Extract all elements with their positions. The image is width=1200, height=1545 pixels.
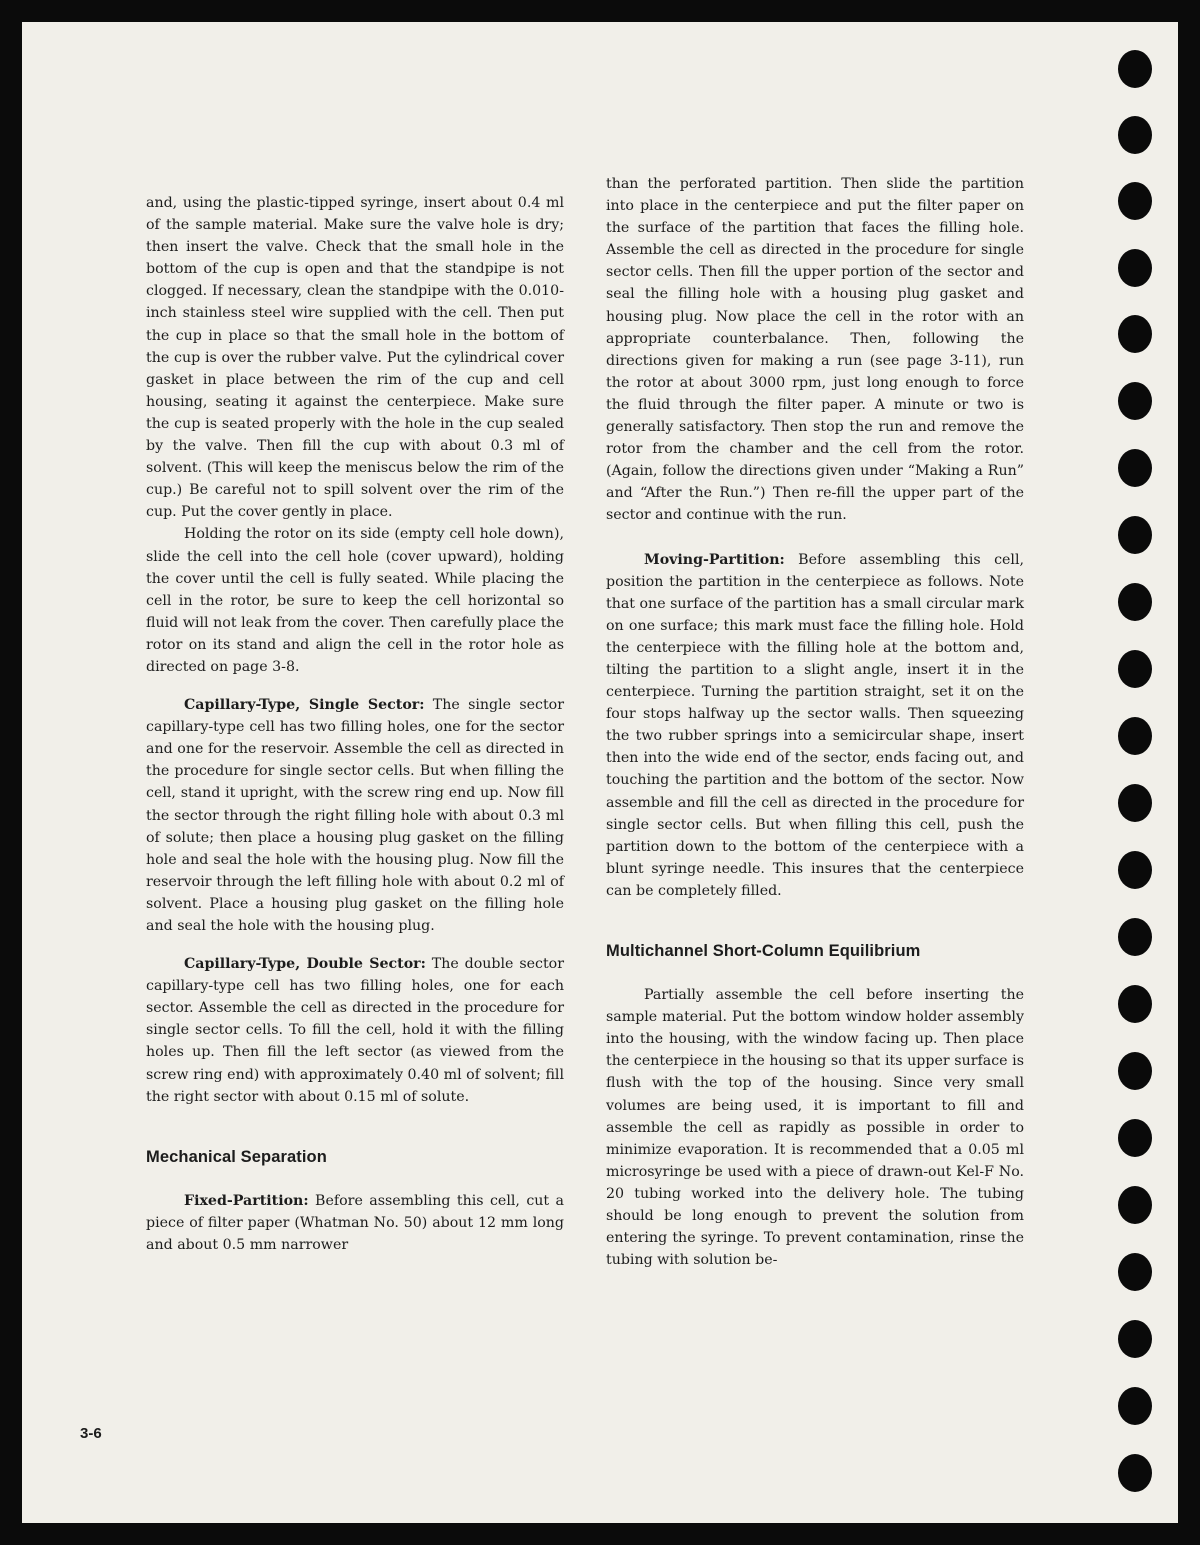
run-in-heading: Capillary-Type, Double Sector: xyxy=(184,956,426,973)
binder-hole xyxy=(1118,315,1152,353)
binder-hole xyxy=(1118,717,1152,755)
binder-hole xyxy=(1118,918,1152,956)
binder-hole xyxy=(1118,516,1152,554)
binder-hole xyxy=(1118,116,1152,154)
run-in-heading: Fixed-Partition: xyxy=(184,1192,309,1209)
left-column xyxy=(146,192,564,1256)
document-page xyxy=(22,22,1178,1523)
paragraph: Holding the rotor on its side (empty cell hole down), slide the cell into the cell hole (cover upward), holding the cover until the cell is fully seated. While placing the cell in the rotor, be sure to keep the cell horizontal so fluid will not leak from the cover. Then carefully place the rotor on its stand and align the cell in the rotor hole as directed on page 3-8. xyxy=(146,526,564,675)
binder-hole xyxy=(1118,985,1152,1023)
binder-hole xyxy=(1118,851,1152,889)
binder-hole xyxy=(1118,583,1152,621)
binder-hole xyxy=(1118,249,1152,287)
binder-hole xyxy=(1118,784,1152,822)
page-number: 3-6 xyxy=(80,1425,102,1442)
binder-hole xyxy=(1118,1052,1152,1090)
binder-hole xyxy=(1118,382,1152,420)
binder-hole xyxy=(1118,182,1152,220)
paragraph xyxy=(606,549,1024,903)
binder-hole xyxy=(1118,650,1152,688)
paragraph xyxy=(146,1190,564,1256)
section-heading: Mechanical Separation xyxy=(146,1147,327,1166)
paragraph-text: Before assembling this cell, position the partition in the centerpiece as follows. Note that one surface of the partition has a small circular mark on one surface; this mark must face the filling hole. Hold the centerpiece with the filling hole at the bottom and, tilting the partition to a slight angle, insert it in the centerpiece. Turning the partition straight, set it on the four stops halfway up the sector walls. Then squeezing the two rubber springs into a semicircular shape, insert then into the wide end of the sector, ends facing out, and touching the partition and the bottom of the sector. Now assemble and fill the cell as directed in the procedure for single sector cells. But when filling this cell, push the partition down to the bottom of the centerpiece with a blunt syringe needle. This insures that the centerpiece can be completely filled. xyxy=(606,551,1024,899)
right-column xyxy=(606,173,1024,1271)
binder-hole xyxy=(1118,1119,1152,1157)
paragraph-text: Before assembling this cell, cut a piece of filter paper (Whatman No. 50) about 12 mm long and about 0.5 mm narrower xyxy=(146,1192,564,1254)
run-in-heading: Capillary-Type, Single Sector: xyxy=(184,697,425,714)
paragraph-text: The single sector capillary-type cell has two filling holes, one for the sector and one for the reservoir. Assemble the cell as directed in the procedure for single sector cells. But when filling the cell, stand it upright, with the screw ring end up. Now fill the sector through the right filling hole with about 0.3 ml of solute; then place a housing plug gasket on the filling hole and seal the hole with the housing plug. Now fill the reservoir through the left filling hole with about 0.2 ml of solvent. Place a housing plug gasket on the filling hole and seal the hole with the housing plug. xyxy=(146,697,564,934)
binder-hole xyxy=(1118,50,1152,88)
paragraph xyxy=(146,953,564,1108)
binder-hole xyxy=(1118,449,1152,487)
run-in-heading: Moving-Partition: xyxy=(644,551,785,568)
binder-hole xyxy=(1118,1186,1152,1224)
paragraph: and, using the plastic-tipped syringe, insert about 0.4 ml of the sample material. Make sure the valve hole is dry; then insert the valve. Check that the small hole in the bottom of the cup is open and that the standpipe is not clogged. If necessary, clean the standpipe with the 0.010-inch stainless steel wire supplied with the cell. Then put the cup in place so that the small hole in the bottom of the cup is over the rubber valve. Put the cylindrical cover gasket in place between the rim of the cup and cell housing, seating it against the centerpiece. Make sure the cup is seated properly with the hole in the cup sealed by the valve. Then fill the cup with about 0.3 ml of solvent. (This will keep the meniscus below the rim of the cup.) Be careful not to spill solvent over the rim of the cup. Put the cover gently in place. xyxy=(146,195,564,521)
paragraph: than the perforated partition. Then slide the partition into place in the centerpiece and put the filter paper on the surface of the partition that faces the filling hole. Assemble the cell as directed in the procedure for single sector cells. Then fill the upper portion of the sector and seal the filling hole with a housing plug gasket and housing plug. Now place the cell in the rotor with an appropriate counterbalance. Then, following the directions given for making a run (see page 3-11), run the rotor at about 3000 rpm, just long enough to force the fluid through the filter paper. A minute or two is generally satisfactory. Then stop the run and remove the rotor from the chamber and the cell from the rotor. (Again, follow the directions given under “Making a Run” and “After the Run.”) Then re-fill the upper part of the sector and continue with the run. xyxy=(606,176,1024,524)
paragraph-text: The double sector capillary-type cell has two filling holes, one for each sector. Assemble the cell as directed in the procedure for single sector cells. To fill the cell, hold it with the filling holes up. Then fill the left sector (as viewed from the screw ring end) with approximately 0.40 ml of solvent; fill the right sector with about 0.15 ml of solute. xyxy=(146,956,564,1105)
binder-hole xyxy=(1118,1387,1152,1425)
binder-hole xyxy=(1118,1320,1152,1358)
binder-hole xyxy=(1118,1253,1152,1291)
paragraph: Partially assemble the cell before inserting the sample material. Put the bottom window holder assembly into the housing, with the window facing up. Then place the centerpiece in the housing so that its upper surface is flush with the top of the housing. Since very small volumes are being used, it is important to fill and assemble the cell as rapidly as possible in order to minimize evaporation. It is recommended that a 0.05 ml microsyringe be used with a piece of drawn-out Kel-F No. 20 tubing worked into the delivery hole. The tubing should be long enough to prevent the solution from entering the syringe. To prevent contamination, rinse the tubing with solution be- xyxy=(606,987,1024,1269)
binder-hole xyxy=(1118,1454,1152,1492)
section-heading: Multichannel Short-Column Equilibrium xyxy=(606,942,921,960)
paragraph xyxy=(146,694,564,937)
